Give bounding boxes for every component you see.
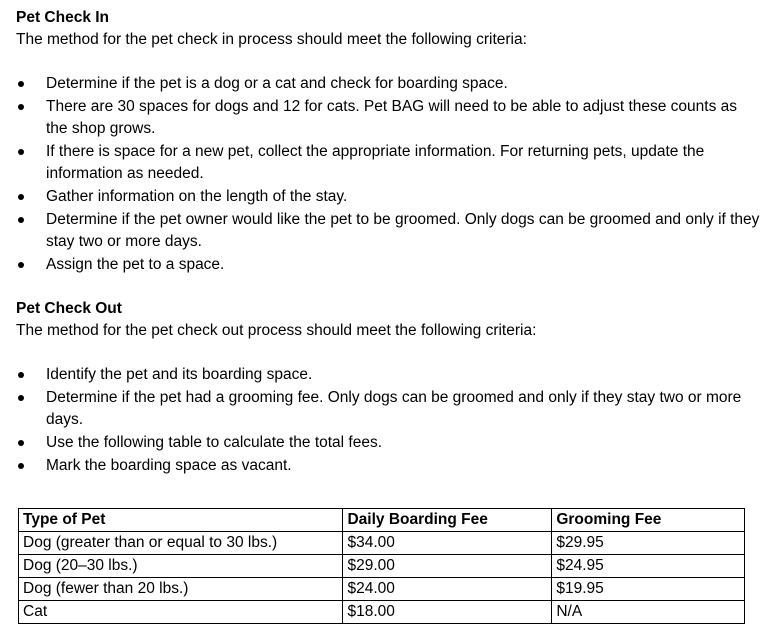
- list-item: [16, 432, 764, 454]
- list-item-text: Identify the pet and its boarding space.: [46, 366, 313, 383]
- list-item: [16, 141, 764, 185]
- list-item: [16, 364, 764, 386]
- check-in-criteria-list: [16, 73, 764, 276]
- bullet-icon: [18, 372, 24, 378]
- cell-daily-boarding-fee: $34.00: [343, 532, 552, 555]
- list-item-text: Gather information on the length of the stay.: [46, 188, 348, 205]
- check-out-intro: The method for the pet check out process should meet the following criteria:: [16, 322, 537, 339]
- cell-grooming-fee: $29.95: [552, 532, 745, 555]
- cell-type-of-pet: Dog (20–30 lbs.): [19, 555, 343, 578]
- list-item: [16, 254, 764, 276]
- list-item: [16, 96, 764, 140]
- bullet-icon: [18, 104, 24, 110]
- cell-daily-boarding-fee: $24.00: [343, 578, 552, 601]
- bullet-icon: [18, 395, 24, 401]
- table-row: [19, 578, 745, 601]
- bullet-icon: [18, 194, 24, 200]
- bullet-icon: [18, 440, 24, 446]
- list-item-text: Determine if the pet is a dog or a cat and check for boarding space.: [46, 75, 508, 92]
- cell-grooming-fee: $24.95: [552, 555, 745, 578]
- table-row: [19, 555, 745, 578]
- cell-type-of-pet: Dog (fewer than 20 lbs.): [19, 578, 343, 601]
- cell-type-of-pet: Cat: [19, 601, 343, 624]
- table-row: [19, 601, 745, 624]
- list-item: [16, 455, 764, 477]
- cell-daily-boarding-fee: $29.00: [343, 555, 552, 578]
- cell-daily-boarding-fee: $18.00: [343, 601, 552, 624]
- check-out-criteria-list: [16, 364, 764, 477]
- list-item: [16, 387, 764, 431]
- list-item-text: Determine if the pet owner would like the pet to be groomed. Only dogs can be groomed and only if they stay two or more days.: [46, 211, 760, 250]
- bullet-icon: [18, 149, 24, 155]
- check-out-heading: Pet Check Out: [16, 300, 122, 317]
- list-item-text: Determine if the pet had a grooming fee. Only dogs can be groomed and only if they stay two or more days.: [46, 389, 742, 428]
- list-item-text: Mark the boarding space as vacant.: [46, 457, 292, 474]
- bullet-icon: [18, 463, 24, 469]
- list-item: [16, 73, 764, 95]
- list-item: [16, 209, 764, 253]
- document-page: [16, 7, 764, 478]
- bullet-icon: [18, 217, 24, 223]
- table-row: [19, 532, 745, 555]
- bullet-icon: [18, 81, 24, 87]
- list-item: [16, 186, 764, 208]
- cell-grooming-fee: N/A: [552, 601, 745, 624]
- pet-check-out-section: [16, 298, 764, 477]
- check-in-intro: The method for the pet check in process should meet the following criteria:: [16, 31, 527, 48]
- cell-grooming-fee: $19.95: [552, 578, 745, 601]
- column-header-type-of-pet: Type of Pet: [19, 509, 343, 532]
- column-header-daily-boarding-fee: Daily Boarding Fee: [343, 509, 552, 532]
- list-item-text: There are 30 spaces for dogs and 12 for cats. Pet BAG will need to be able to adjust these counts as the shop grows.: [46, 98, 738, 137]
- list-item-text: Assign the pet to a space.: [46, 256, 225, 273]
- cell-type-of-pet: Dog (greater than or equal to 30 lbs.): [19, 532, 343, 555]
- table-header-row: [19, 509, 745, 532]
- column-header-grooming-fee: Grooming Fee: [552, 509, 745, 532]
- list-item-text: If there is space for a new pet, collect the appropriate information. For returning pets, update the information as needed.: [46, 143, 705, 182]
- check-in-heading: Pet Check In: [16, 9, 110, 26]
- bullet-icon: [18, 262, 24, 268]
- list-item-text: Use the following table to calculate the total fees.: [46, 434, 383, 451]
- pet-check-in-section: [16, 7, 764, 276]
- fee-table: [18, 508, 745, 624]
